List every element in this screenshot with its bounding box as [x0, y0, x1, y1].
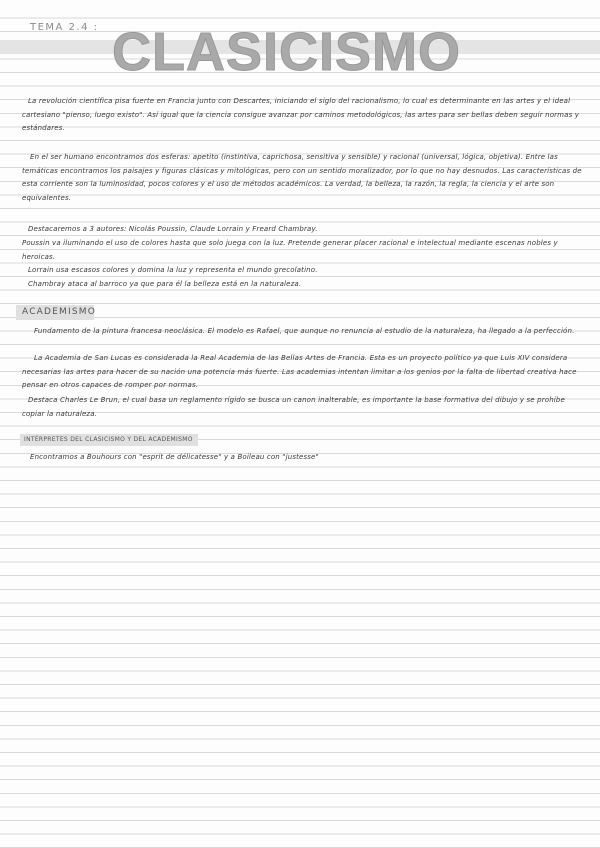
section-heading-academismo: ACADEMISMO	[16, 305, 94, 320]
paragraph-lorrain: Lorrain usa escasos colores y domina la luz y representa el mundo grecolatino.	[28, 266, 318, 274]
topic-label: TEMA 2.4 :	[30, 22, 99, 33]
paragraph-poussin: Poussin va iluminando el uso de colores hasta que solo juega con la luz. Pretende generar placer racional e intelectual mediante escenas nobles y heroicas.	[22, 239, 558, 261]
paragraph-academismo-2: La Academia de San Lucas es considerada la Real Academia de las Bellas Artes de Francia. Esta es un proyecto político ya que Luis XIV considera necesarias las artes para hacer de su nación una potencia más fuerte. Las academias intentan limitar a los genios por la falta de libertad creativa hace pensar en otros capaces de romper por normas.	[22, 354, 577, 390]
paragraph-revolucion: La revolución científica pisa fuerte en Francia junto con Descartes, iniciando el siglo del racionalismo, lo cual es determinante en las artes y el ideal cartesiano "pienso, luego existo". Así igual que la ciencia consigue avanzar por caminos metodológicos, las artes para ser bellas deben seguir normas y estándares.	[22, 97, 580, 133]
paragraph-autores-intro: Destacaremos a 3 autores: Nicolás Poussin, Claude Lorrain y Freard Chambray.	[28, 225, 318, 233]
paragraph-esferas: En el ser humano encontramos dos esferas: apetito (instintiva, caprichosa, sensitiva y sensible) y racional (universal, lógica, objetiva). Entre las temáticas encontramos los paisajes y figuras clásicas y mitológicas, pero con un sentido moralizador, por lo que no hay desnudos. Las características de esta corriente son la luminosidad, pocos colores y el uso de métodos académicos. La verdad, la belleza, la razón, la regla, la ciencia y el arte son equivalentes.	[22, 153, 582, 202]
paragraph-academismo-1: Fundamento de la pintura francesa neoclásica. El modelo es Rafael, que aunque no renuncia al estudio de la naturaleza, ha llegado a la perfección.	[34, 327, 575, 335]
paragraph-academismo-3: Destaca Charles Le Brun, el cual basa un reglamento rígido se busca un canon inalterable, es importante la base formativa del dibujo y se prohíbe copiar la naturaleza.	[22, 396, 565, 418]
paragraph-chambray: Chambray ataca al barroco ya que para él la belleza está en la naturaleza.	[28, 280, 302, 288]
section-heading-interpretes: INTÉRPRETES DEL CLASICISMO Y DEL ACADEMISMO	[20, 434, 198, 446]
page-title: CLASICISMO	[112, 22, 462, 82]
paragraph-interpretes-1: Encontramos a Bouhours con "esprit de délicatesse" y a Boileau con "justesse"	[30, 453, 319, 461]
